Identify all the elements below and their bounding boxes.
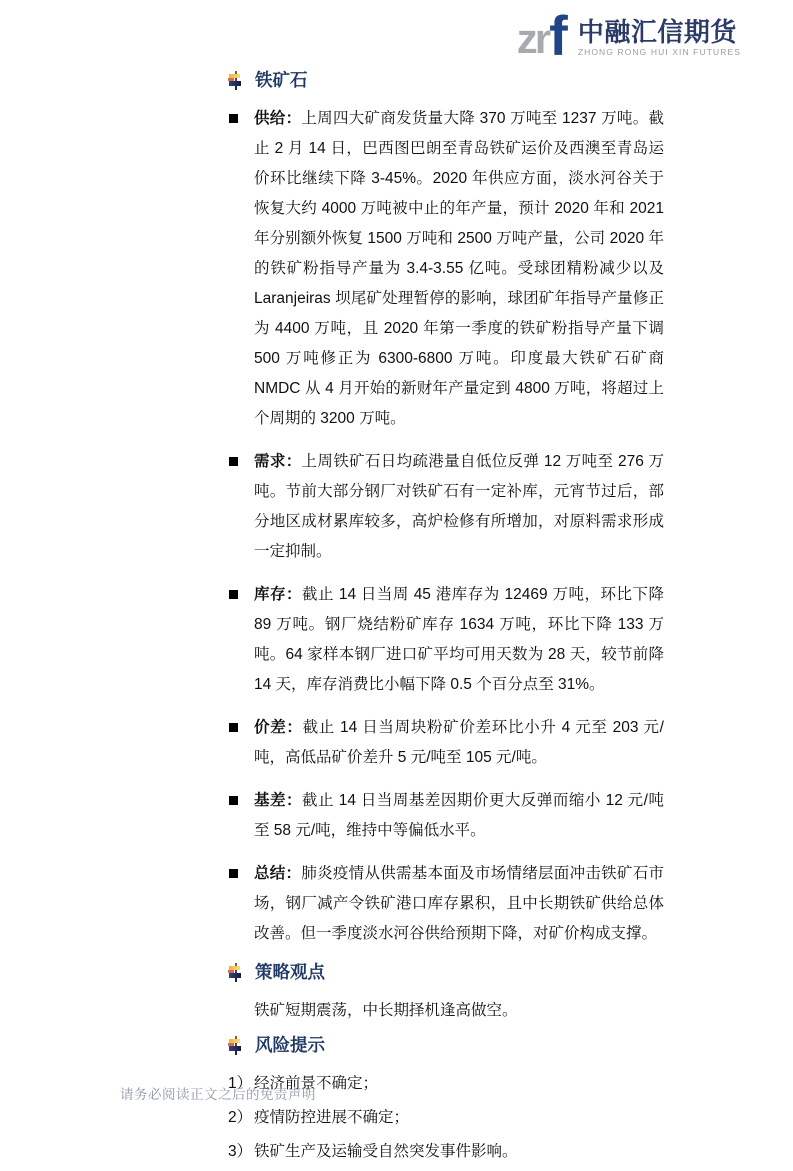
bullet-basis bbox=[228, 786, 664, 846]
report-body bbox=[228, 70, 664, 1171]
risk-text: 疫情防控进展不确定； bbox=[254, 1109, 410, 1126]
disclaimer-note: 请务必阅读正文之后的免责声明 bbox=[120, 1087, 316, 1102]
iron-ore-bullet-list bbox=[228, 104, 664, 949]
bullet-label: 供给： bbox=[254, 110, 302, 127]
section-heading-strategy bbox=[228, 962, 664, 983]
section-marker-icon bbox=[228, 1036, 242, 1055]
bullet-text: 肺炎疫情从供需基本面及市场情绪层面冲击铁矿石市场，钢厂减产令铁矿港口库存累积，且中长期铁矿供给总体改善。但一季度淡水河谷供给预期下降，对矿价构成支撑。 bbox=[254, 865, 664, 942]
section-heading-iron-ore bbox=[228, 70, 664, 91]
risk-item-3 bbox=[228, 1137, 664, 1167]
bullet-label: 库存： bbox=[254, 586, 303, 603]
bullet-price-spread bbox=[228, 713, 664, 773]
bullet-text: 上周铁矿石日均疏港量自低位反弹 12 万吨至 276 万吨。节前大部分钢厂对铁矿石有一定补库，元宵节过后，部分地区成材累库较多，高炉检修有所增加，对原料需求形成一定抑制。 bbox=[254, 453, 664, 560]
bullet-demand bbox=[228, 447, 664, 567]
risk-text: 铁矿生产及运输受自然突发事件影响。 bbox=[254, 1143, 518, 1160]
section-title: 策略观点 bbox=[255, 962, 325, 982]
bullet-text: 上周四大矿商发货量大降 370 万吨至 1237 万吨。截止 2 月 14 日，巴西图巴朗至青岛铁矿运价及西澳至青岛运价环比继续下降 3-45%。2020 年供应方面，淡水河谷关于恢复大约 4000 万吨被中止的年产量，预计 2020 年和 2021 年分别额外恢复 1500 万吨和 2500 万吨产量，公司 2020 年的铁矿粉指导产量为 3.4-3.55 亿吨。受球团精粉减少以及 Laranjeiras 坝尾矿处理暂停的影响，球团矿年指导产量修正为 4400 万吨，且 2020 年第一季度的铁矿粉指导产量下调 500 万吨修正为 6300-6800 万吨。印度最大铁矿石矿商 NMDC 从 4 月开始的新财年产量定到 4800 万吨，将超过上个周期的 3200 万吨。 bbox=[254, 110, 664, 427]
company-name-en: ZHONG RONG HUI XIN FUTURES bbox=[577, 46, 741, 57]
bullet-inventory bbox=[228, 580, 664, 700]
section-title: 铁矿石 bbox=[255, 70, 308, 90]
logo-names bbox=[577, 16, 741, 57]
risk-item-2 bbox=[228, 1103, 664, 1133]
bullet-label: 基差： bbox=[254, 792, 302, 809]
bullet-summary bbox=[228, 859, 664, 949]
logo-letter-f: f bbox=[549, 4, 568, 67]
section-marker-icon bbox=[228, 963, 242, 982]
logo-monogram bbox=[516, 4, 568, 67]
bullet-text: 截止 14 日当周 45 港库存为 12469 万吨，环比下降 89 万吨。钢厂烧结粉矿库存 1634 万吨，环比下降 133 万吨。64 家样本钢厂进口矿平均可用天数为 28 天，较节前降 14 天，库存消费比小幅下降 0.5 个百分点至 31%。 bbox=[254, 586, 664, 693]
risk-number: 2） bbox=[228, 1109, 253, 1126]
bullet-supply bbox=[228, 104, 664, 434]
strategy-text: 铁矿短期震荡，中长期择机逢高做空。 bbox=[254, 1002, 518, 1019]
section-marker-icon bbox=[228, 71, 242, 90]
company-name-cn: 中融汇信期货 bbox=[577, 16, 737, 47]
risk-text: 经济前景不确定； bbox=[254, 1075, 379, 1092]
section-heading-risk bbox=[228, 1035, 664, 1056]
bullet-label: 价差： bbox=[254, 719, 303, 736]
bullet-text: 截止 14 日当周块粉矿价差环比小升 4 元至 203 元/吨，高低品矿价差升 5 元/吨至 105 元/吨。 bbox=[254, 719, 664, 766]
company-logo bbox=[516, 4, 741, 67]
risk-number: 3） bbox=[228, 1143, 253, 1160]
section-title: 风险提示 bbox=[255, 1035, 325, 1055]
bullet-label: 总结： bbox=[254, 865, 302, 882]
bullet-label: 需求： bbox=[254, 453, 302, 470]
bullet-text: 截止 14 日当周基差因期价更大反弹而缩小 12 元/吨至 58 元/吨，维持中等偏低水平。 bbox=[254, 792, 664, 839]
logo-letters-zr: zr bbox=[516, 14, 549, 62]
risk-number: 1） bbox=[228, 1075, 253, 1092]
